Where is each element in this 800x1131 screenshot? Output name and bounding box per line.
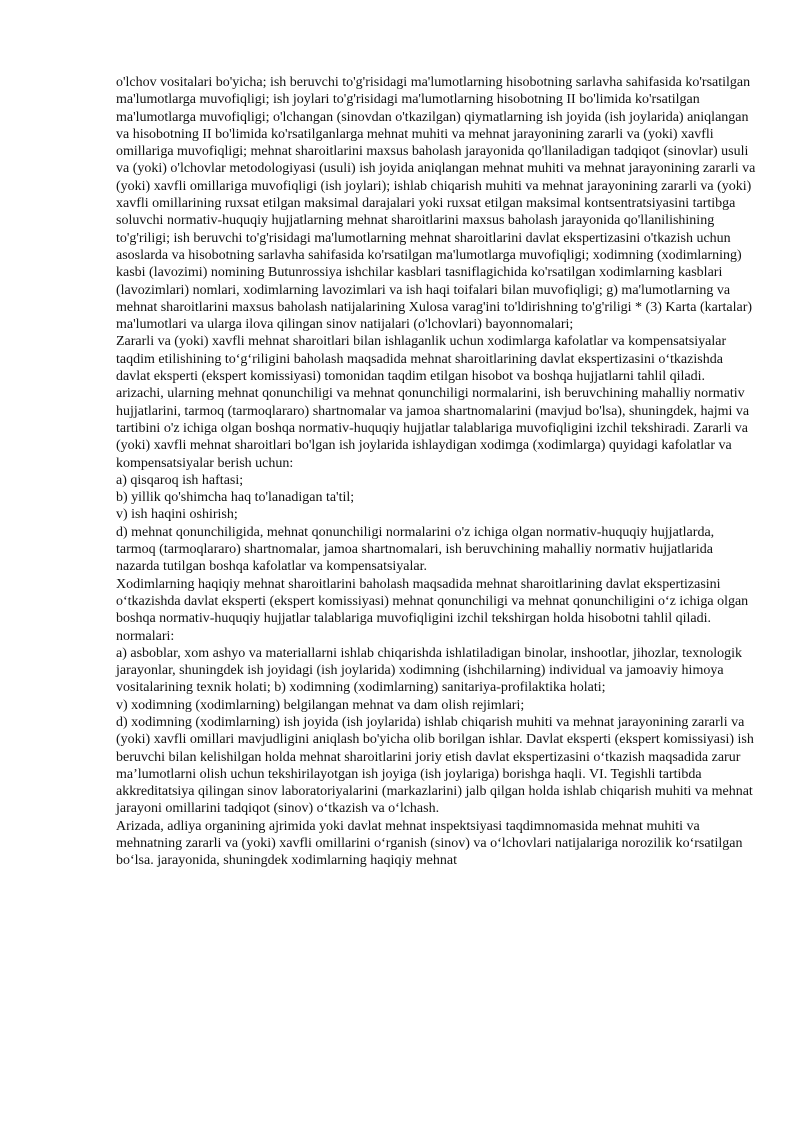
list-item: d) mehnat qonunchiligida, mehnat qonunchiligi normalarini o'z ichiga olgan normativ-huquqiy hujjatlarda, tarmoq (tarmoqlararo) shartnomalar, jamoa shartnomalari, ish beruvchining mahalliy normativ hujjatlarida nazarda tutilgan boshqa kafolatlar va kompensatsiyalar. bbox=[116, 524, 715, 575]
paragraph: Arizada, adliya organining ajrimida yoki davlat mehnat inspektsiyasi taqdimnomasida mehnat muhiti va mehnatning zararli va (yoki) xavfli omillarini o‘rganish (sinov) va o‘lchovlari natijalariga norozilik ko‘rsatilgan bo‘lsa. jarayonida, shuningdek xodimlarning haqiqiy mehnat bbox=[116, 818, 743, 869]
list-item: v) ish haqini oshirish; bbox=[116, 507, 238, 523]
list-item: d) xodimning (xodimlarning) ish joyida (ish joylarida) ishlab chiqarish muhiti va mehnat jarayonining zararli va (yoki) xavfli omillari mavjudligini aniqlash bo'yicha olib borilgan ishlar. Davlat eksperti (ekspert komissiyasi) ish beruvchi bilan kelishilgan holda mehnat sharoitlarini joriy etish davlat ekspertizasini o‘tkazish maqsadida zarur ma’lumotlarni olish uchun tekshirilayotgan ish joyiga (ish joylariga) borishga haqli. VI. Tegishli tartibda akkreditatsiya qilingan sinov laboratoriyalarini (markazlarini) jalb qilgan holda ishlab chiqarish muhiti va mehnat jarayoni omillarini tadqiqot (sinov) o‘tkazish va o‘lchash. bbox=[116, 714, 754, 817]
document-page bbox=[116, 74, 756, 870]
list-item: v) xodimning (xodimlarning) belgilangan mehnat va dam olish rejimlari; bbox=[116, 697, 525, 713]
list-item: a) qisqaroq ish haftasi; bbox=[116, 472, 244, 488]
paragraph: Xodimlarning haqiqiy mehnat sharoitlarini baholash maqsadida mehnat sharoitlarining davlat ekspertizasini o‘tkazishda davlat eksperti (ekspert komissiyasi) mehnat qonunchiligi va mehnat qonunchiligini o‘z ichiga olgan boshqa normativ-huquqiy hujjatlar talablariga muvofiqligini izchil tekshirgan holda hisobotni tahlil qiladi. normalari: bbox=[116, 576, 749, 644]
paragraph: Zararli va (yoki) xavfli mehnat sharoitlari bilan ishlaganlik uchun xodimlarga kafolatlar va kompensatsiyalar taqdim etilishining to‘g‘riligini baholash maqsadida mehnat sharoitlarining davlat ekspertizasini o‘tkazishda davlat eksperti (ekspert komissiyasi) tomonidan taqdim etilgan hisobot va boshqa hujjatlarni tahlil qiladi. arizachi, ularning mehnat qonunchiligi va mehnat qonunchiligi normalarini, ish beruvchining mahalliy normativ hujjatlarini, tarmoq (tarmoqlararo) shartnomalar va jamoa shartnomalarini (mavjud bo'lsa), shuningdek, hajmi va tartibini o'z ichiga olgan boshqa normativ-huquqiy hujjatlar talablariga muvofiqligini izchil tekshiradi. Zararli va (yoki) xavfli mehnat sharoitlari bo'lgan ish joylarida ishlaydigan xodimga (xodimlarga) quyidagi kafolatlar va kompensatsiyalar berish uchun: bbox=[116, 334, 750, 471]
paragraph: o'lchov vositalari bo'yicha; ish beruvchi to'g'risidagi ma'lumotlarning hisobotning sarlavha sahifasida ko'rsatilgan ma'lumotlarga muvofiqligi; ish joylari to'g'risidagi ma'lumotlarning hisobotning II bo'limida ko'rsatilgan ma'lumotlarga muvofiqligi; o'lchangan (sinovdan o'tkazilgan) qiymatlarning ish joyida (ish joylarida) aniqlangan va hisobotning II bo'limida ko'rsatilganlarga mehnat muhiti va mehnat jarayonining zararli va (yoki) xavfli omillariga muvofiqligi; mehnat sharoitlarini maxsus baholash jarayonida qo'llaniladigan tadqiqot (sinovlar) usuli va (yoki) o'lchovlar metodologiyasi (usuli) ish joyida aniqlangan mehnat muhiti va mehnat jarayonining zararli va (yoki) xavfli omillariga muvofiqligi (ish joylari); ishlab chiqarish muhiti va mehnat jarayonining zararli va (yoki) xavfli omillarining ruxsat etilgan maksimal darajalari yoki ruxsat etilgan maksimal kontsentratsiyasini tartibga soluvchi normativ-huquqiy hujjatlarning mehnat sharoitlarini maxsus baholash jarayonida qo'llanilishining to'g'riligi; ish beruvchi to'g'risidagi ma'lumotlarning mehnat sharoitlarini davlat ekspertizasini o'tkazish uchun asoslarda va hisobotning sarlavha sahifasida ko'rsatilgan ma'lumotlarga muvofiqligi; xodimning (xodimlarning) kasbi (lavozimi) nomining Butunrossiya ishchilar kasblari tasniflagichida ko'rsatilgan xodimlarning kasblari (lavozimlari) nomlari, xodimlarning lavozimlari va ish haqi toifalari bilan muvofiqligi; g) ma'lumotlarning va mehnat sharoitlarini maxsus baholash natijalarining Xulosa varag'ini to'ldirishning to'g'riligi * (3) Karta (kartalar) ma'lumotlari va ularga ilova qilingan sinov natijalari (o'lchovlari) bayonnomalari; bbox=[116, 75, 756, 333]
list-item: b) yillik qo'shimcha haq to'lanadigan ta'til; bbox=[116, 490, 355, 506]
list-item: a) asboblar, xom ashyo va materiallarni ishlab chiqarishda ishlatiladigan binolar, inshootlar, jihozlar, texnologik jarayonlar, shuningdek ish joyidagi (ish joylarida) xodimning (ishchilarning) individual va jamoaviy himoya vositalarining texnik holati; b) xodimning (xodimlarning) sanitariya-profilaktika holati; bbox=[116, 645, 743, 696]
